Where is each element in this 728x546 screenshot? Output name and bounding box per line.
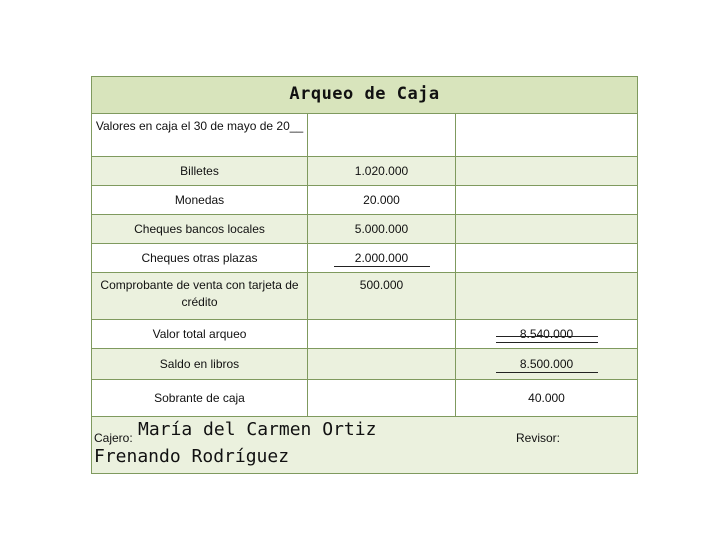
title-cell bbox=[92, 77, 638, 114]
row-value-col2 bbox=[308, 114, 456, 157]
title-row bbox=[92, 77, 638, 114]
table-row bbox=[92, 114, 638, 157]
table-row bbox=[92, 349, 638, 380]
signature-cell bbox=[92, 417, 638, 474]
row-value-col2 bbox=[308, 380, 456, 417]
row-label: Monedas bbox=[92, 186, 308, 215]
cajero-label: Cajero: bbox=[94, 431, 133, 445]
row-value-col3 bbox=[456, 114, 638, 157]
row-label: Cheques bancos locales bbox=[92, 215, 308, 244]
table-row bbox=[92, 380, 638, 417]
row-value-col3 bbox=[456, 273, 638, 320]
row-value-col2: 5.000.000 bbox=[308, 215, 456, 244]
row-label: Valor total arqueo bbox=[92, 320, 308, 349]
row-label: Valores en caja el 30 de mayo de 20__ bbox=[92, 114, 308, 157]
row-value-col3: 40.000 bbox=[456, 380, 638, 417]
row-value-col3 bbox=[456, 186, 638, 215]
signature-row bbox=[92, 417, 638, 474]
row-label: Saldo en libros bbox=[92, 349, 308, 380]
struck-value: 8.540.000 bbox=[496, 327, 598, 343]
table-row bbox=[92, 320, 638, 349]
row-value-col2: 20.000 bbox=[308, 186, 456, 215]
revisor-label: Revisor: bbox=[516, 431, 561, 445]
table-row bbox=[92, 273, 638, 320]
table-row bbox=[92, 215, 638, 244]
row-label: Sobrante de caja bbox=[92, 380, 308, 417]
row-label: Billetes bbox=[92, 157, 308, 186]
row-value-col2 bbox=[308, 244, 456, 273]
page-title: Arqueo de Caja bbox=[289, 84, 440, 104]
row-value-col2: 1.020.000 bbox=[308, 157, 456, 186]
row-value-col3 bbox=[456, 349, 638, 380]
row-value-col3 bbox=[456, 320, 638, 349]
row-value-col2: 500.000 bbox=[308, 273, 456, 320]
table-row bbox=[92, 244, 638, 273]
row-label: Cheques otras plazas bbox=[92, 244, 308, 273]
cajero-name-continued: Frenando Rodríguez bbox=[94, 446, 290, 467]
row-value-col3 bbox=[456, 215, 638, 244]
signature-box bbox=[92, 417, 637, 473]
arqueo-table bbox=[91, 76, 638, 474]
cajero-name: María del Carmen Ortiz bbox=[138, 419, 377, 440]
row-value-col2 bbox=[308, 320, 456, 349]
table-row bbox=[92, 157, 638, 186]
row-value-col3 bbox=[456, 157, 638, 186]
row-label: Comprobante de venta con tarjeta de crédito bbox=[92, 273, 308, 320]
table-row bbox=[92, 186, 638, 215]
row-value-col3 bbox=[456, 244, 638, 273]
underlined-value: 8.500.000 bbox=[496, 357, 598, 373]
row-value-col2 bbox=[308, 349, 456, 380]
underlined-value: 2.000.000 bbox=[334, 251, 430, 267]
